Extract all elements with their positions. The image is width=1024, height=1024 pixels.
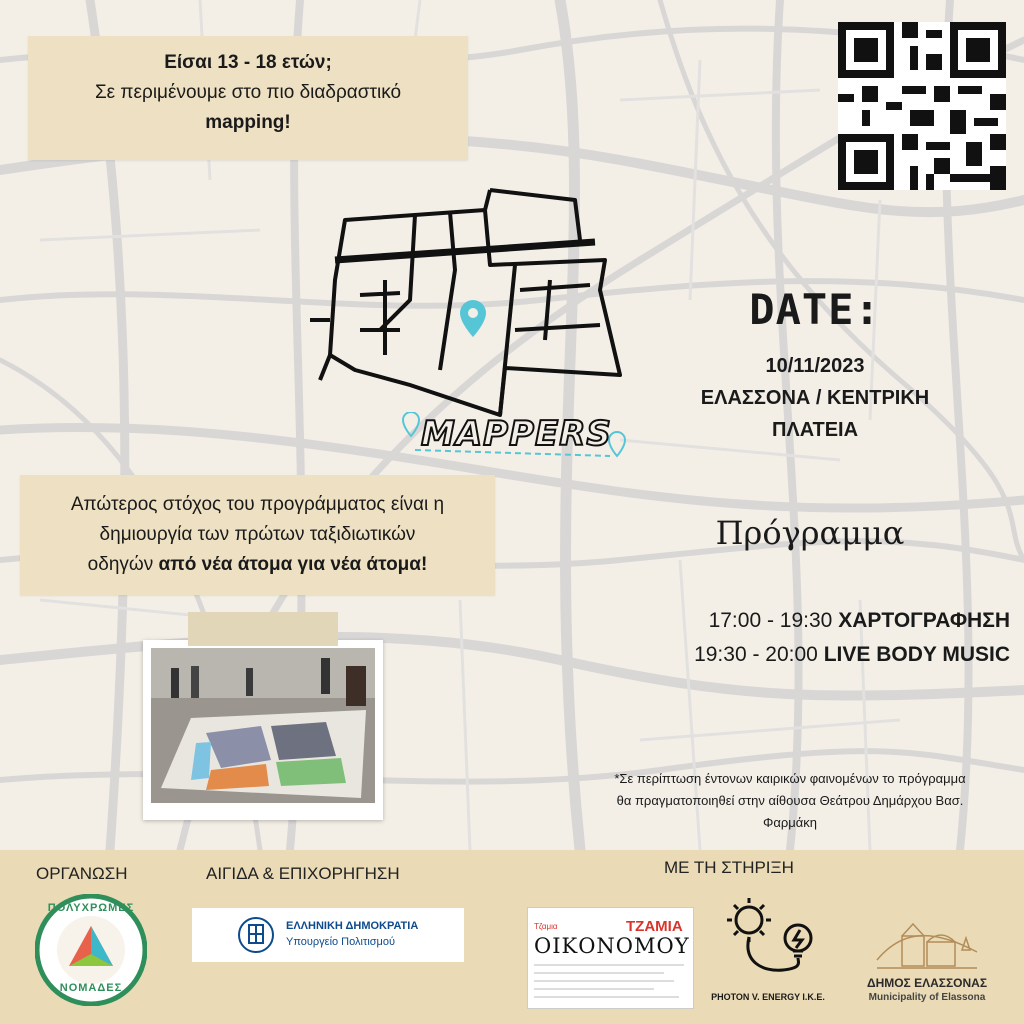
event-location-1: ΕΛΑΣΣΟΝΑ / ΚΕΝΤΡΙΚΗ — [700, 387, 930, 409]
intro-note — [28, 36, 468, 160]
goal-line-3 — [20, 550, 495, 580]
note-line-3: Φαρμάκη — [762, 815, 818, 830]
organizer-logo-top: ΠΟΛΥΧΡΩΜΕΣ — [47, 902, 135, 914]
church-icon — [872, 910, 982, 974]
event-location-2: ΠΛΑΤΕΙΑ — [771, 419, 859, 441]
note-line-1: *Σε περίπτωση έντονων καιρικών φαινομένων το πρόγραμμα — [614, 771, 966, 786]
note-line-2: θα πραγματοποιηθεί στην αίθουσα Θεάτρου Δημάρχου Βασ. — [616, 793, 964, 808]
goal-note — [20, 475, 495, 595]
goal-line-3-plain: οδηγών — [87, 554, 159, 575]
schedule-item — [580, 638, 1010, 672]
goal-line-3-bold: από νέα άτομα για νέα άτομα! — [158, 554, 428, 575]
ministry-logo — [192, 908, 464, 962]
program-title: Πρόγραμμα — [715, 514, 905, 552]
organizer-logo — [35, 894, 147, 1006]
photo-tape — [188, 612, 338, 646]
municipality-line-1: ΔΗΜΟΣ ΕΛΑΣΣΟΝΑΣ — [866, 976, 988, 990]
goal-line-2: δημιουργία των πρώτων ταξιδιωτικών — [99, 524, 416, 545]
mappers-wordmark — [395, 412, 635, 468]
qr-code[interactable] — [838, 22, 1006, 190]
sponsor1-brand: ΟΙΚΟΝΟΜΟΥ — [534, 934, 690, 958]
event-date: 10/11/2023 — [765, 355, 865, 377]
organizer-logo-bottom: ΝΟΜΑΔΕΣ — [59, 982, 123, 994]
sponsor1-small: Τζαμια — [534, 922, 558, 931]
schedule — [580, 604, 1010, 672]
sponsor2-name: PHOTON V. ENERGY I.K.E. — [711, 992, 825, 1002]
mappers-logo-text: MAPPERS — [421, 414, 612, 454]
patronage-label: ΑΙΓΙΔΑ & ΕΠΙΧΟΡΗΓΗΣΗ — [206, 864, 400, 883]
schedule-time: 17:00 - 19:30 — [708, 609, 839, 632]
intro-line-1: Είσαι 13 - 18 ετών; — [164, 52, 332, 73]
weather-note — [560, 768, 1020, 834]
intro-line-3: mapping! — [205, 112, 291, 133]
date-label: DATE: — [749, 285, 881, 334]
goal-line-1: Απώτερος στόχος του προγράμματος είναι η — [70, 494, 445, 515]
schedule-time: 19:30 - 20:00 — [694, 643, 824, 666]
municipality-logo — [842, 910, 1012, 1010]
qr-code-icon — [838, 22, 1006, 190]
schedule-activity: LIVE BODY MUSIC — [823, 643, 1010, 666]
sponsor1-name: ΤΖΑΜΙΑ — [626, 918, 683, 935]
support-label: ΜΕ ΤΗ ΣΤΗΡΙΞΗ — [664, 858, 794, 877]
schedule-activity: ΧΑΡΤΟΓΡΑΦΗΣΗ — [838, 609, 1010, 632]
ministry-line-2: Υπουργείο Πολιτισμού — [286, 936, 396, 948]
event-photo — [143, 640, 383, 820]
event-photo-image — [151, 648, 375, 803]
photon-energy-logo — [703, 892, 833, 1012]
schedule-item — [580, 604, 1010, 638]
greek-emblem-icon — [236, 913, 276, 957]
municipality-line-2: Municipality of Elassona — [868, 992, 986, 1003]
intro-line-2: Σε περιμένουμε στο πιο διαδραστικό — [94, 82, 402, 103]
lightbulb-icon — [785, 925, 811, 956]
ministry-line-1: ΕΛΛΗΝΙΚΗ ΔΗΜΟΚΡΑΤΙΑ — [286, 920, 419, 932]
sun-icon — [727, 898, 771, 942]
glass-sponsor-logo — [527, 907, 694, 1009]
organization-label: ΟΡΓΑΝΩΣΗ — [36, 864, 128, 883]
footer-sponsors — [0, 850, 1024, 1024]
map-pin-icon — [460, 300, 486, 337]
event-details — [655, 350, 975, 446]
